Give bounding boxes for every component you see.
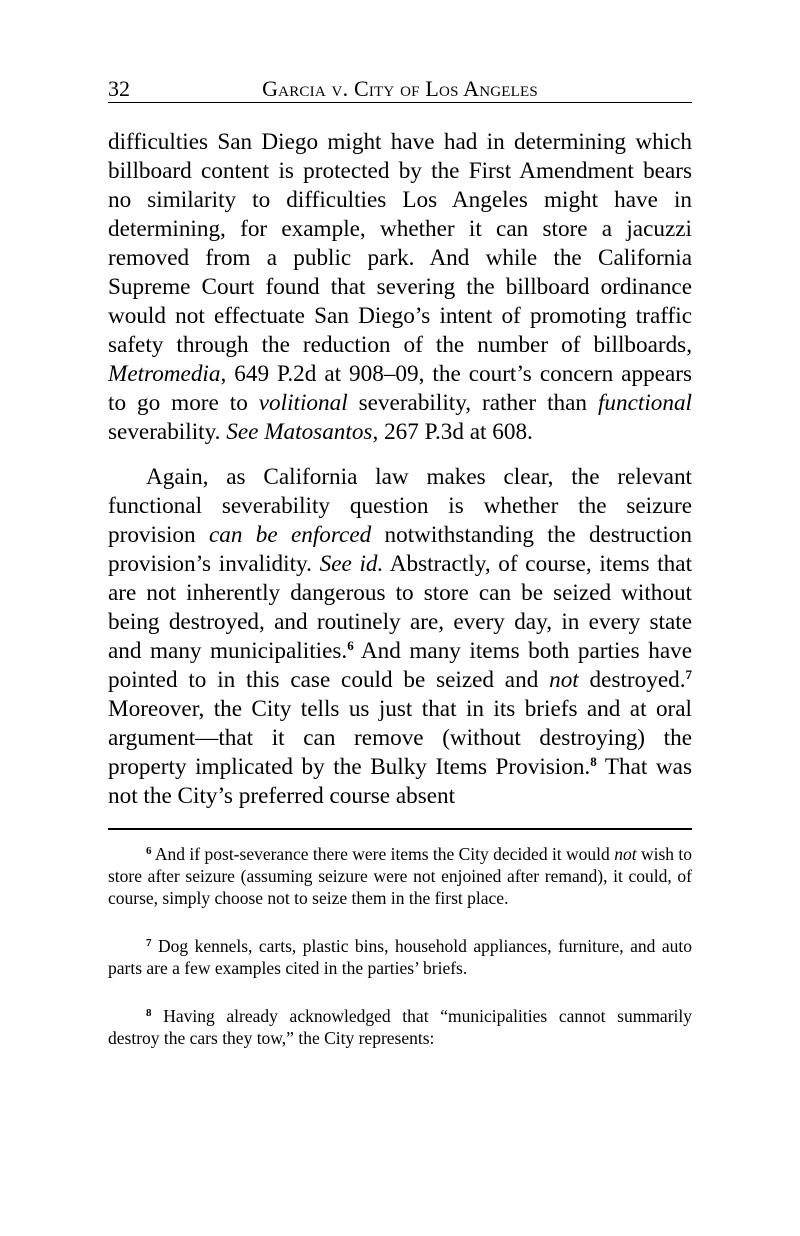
footnote-ref-7[interactable]: 7	[685, 667, 692, 682]
footnotes	[108, 843, 692, 1075]
footnote-divider	[108, 828, 692, 830]
main-text	[108, 128, 692, 811]
paragraph-1: difficulties San Diego might have had in determining which billboard content is protected by the First Amendment bears no similarity to difficulties Los Angeles might have in determining, for example, whether it can store a jacuzzi removed from a public park. And while the California Supreme Court found that severing the billboard ordinance would not effectuate San Diego’s intent of promoting traffic safety through the reduction of the number of billboards, Metromedia, 649 P.2d at 908–09, the court’s concern appears to go more to volitional severability, rather than functional severability. See Matosantos, 267 P.3d at 608.	[108, 129, 692, 445]
footnote-6: $^6$ And if post-severance there were items the City decided it would not wish to store after seizure (assuming seizure were not enjoined after remand), it could, of course, simply choose not to seize them in the first place.	[108, 844, 692, 908]
page-number: 32	[108, 76, 130, 101]
paragraph-2: Again, as California law makes clear, the relevant functional severability question is whether the seizure provision can be enforced notwithstanding the destruction provision’s invalidity. See id. Abstractly, of course, items that are not inherently dangerous to store can be seized without being destroyed, and routinely are, every day, in every state and many municipalities.$^6$ And many items both parties have pointed to in this case could be seized and not destroyed.$^7$ Moreover, the City tells us just that in its briefs and at oral argument—that it can remove (without destroying) the property implicated by the Bulky Items Provision.$^8$ That was not the City’s preferred course absent	[108, 464, 693, 809]
footnote-7: $^7$ Dog kennels, carts, plastic bins, household appliances, furniture, and auto parts are a few examples cited in the parties’ briefs.	[108, 936, 693, 978]
footnote-ref-6[interactable]: 6	[347, 638, 354, 653]
page-header	[108, 74, 692, 103]
running-title: Garcia v. City of Los Angeles	[262, 76, 538, 101]
footnote-8: $^8$ Having already acknowledged that “municipalities cannot summarily destroy the cars they tow,” the City represents:	[108, 1006, 693, 1048]
footnote-ref-8[interactable]: 8	[590, 754, 597, 769]
